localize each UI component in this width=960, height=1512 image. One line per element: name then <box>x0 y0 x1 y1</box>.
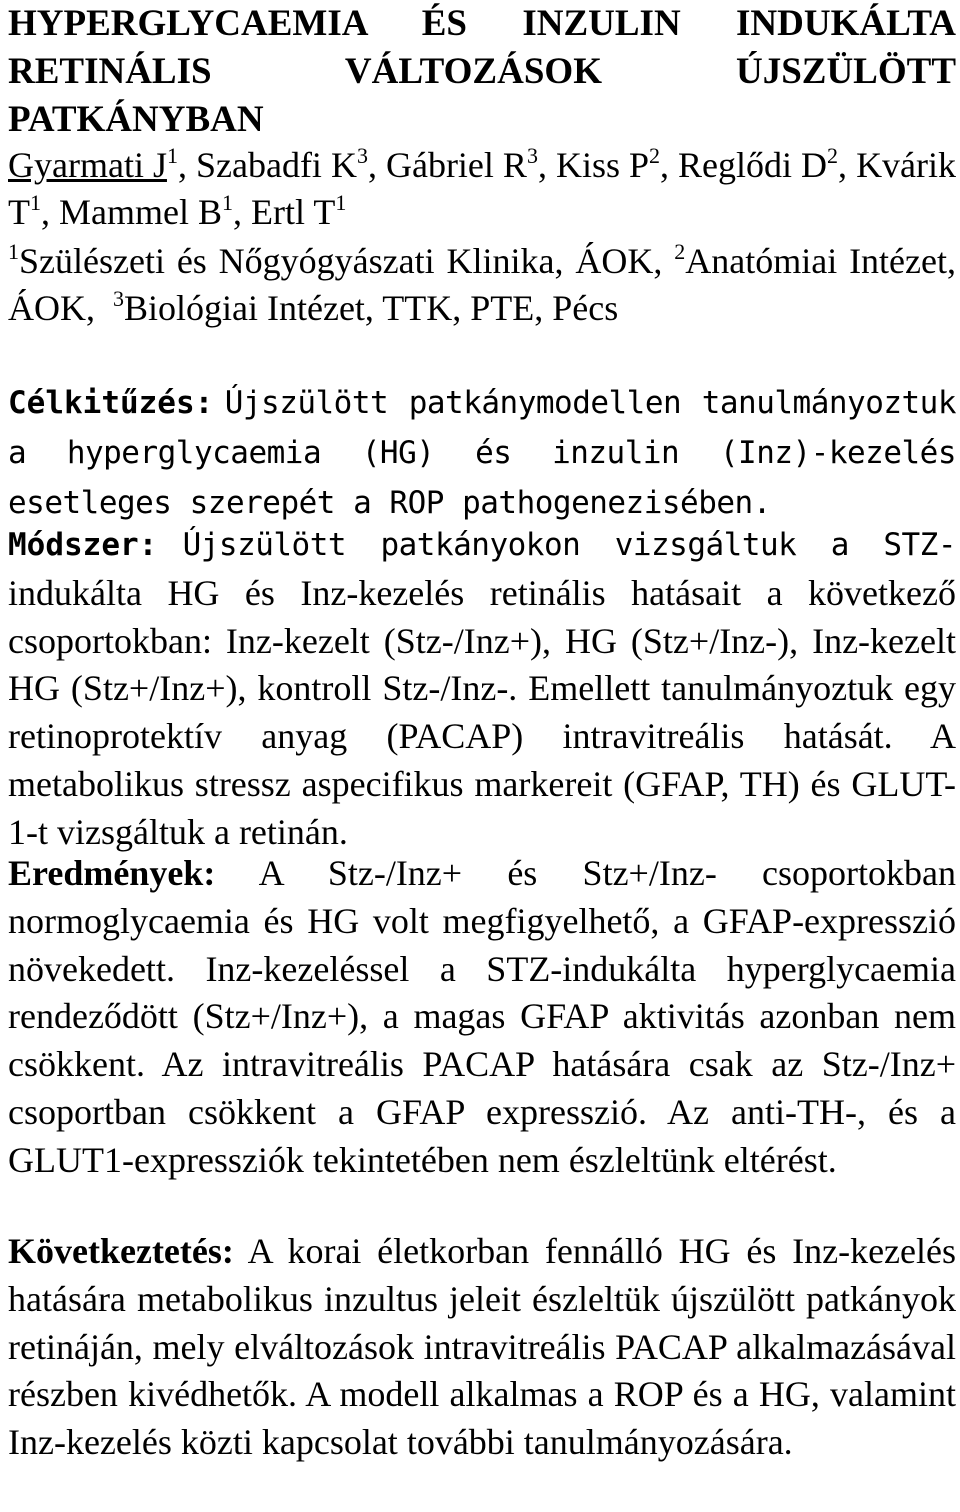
method-text-mono: Újszülött patkányokon vizsgáltuk a STZ- <box>182 527 956 563</box>
method-label: Módszer: <box>8 527 158 563</box>
affiliation: Biológiai Intézet, TTK, PTE, Pécs <box>124 288 619 328</box>
first-author: Gyarmati J <box>8 145 167 185</box>
author: Mammel B <box>59 192 222 232</box>
author: Reglődi D <box>678 145 828 185</box>
results-text: A Stz-/Inz+ és Stz+/Inz- csoportokban normoglycaemia és HG volt megfigyelhető, a GFAP-expresszió növekedett. Inz-kezeléssel a STZ-indukálta hyperglycaemia rendeződött (Stz+/Inz+), a magas GFAP aktivitás azonban nem csökkent. Az intravitreális PACAP hatására csak az Stz-/Inz+ csoportban csökkent a GFAP expresszió. Az anti-TH-, és a GLUT1-expressziók tekintetében nem észleltünk eltérést. <box>8 853 956 1180</box>
author: Gábriel R <box>385 145 527 185</box>
author: Kvárik T <box>8 145 957 232</box>
conclusion-label: Következtetés: <box>8 1231 234 1271</box>
author: Kiss P <box>555 145 650 185</box>
method-text: indukálta HG és Inz-kezelés retinális hatásait a következő csoportokban: Inz-kezelt (Stz-/Inz+), HG (Stz+/Inz-), Inz-kezelt HG (Stz+/Inz+), kontroll Stz-/Inz-. Emellett tanulmányoztuk egy retinoprotektív anyag (PACAP) intravitreális hatását. A metabolikus stressz aspecifikus markereit (GFAP, TH) és GLUT-1-t vizsgáltuk a retinán. <box>8 572 956 852</box>
conclusion-text: A korai életkorban fennálló HG és Inz-kezelés hatására metabolikus inzultus jeleit észleltük újszülött patkányok retináján, mely elváltozások intravitreális PACAP alkalmazásával részben kivédhetők. A modell alkalmas a ROP és a HG, valamint Inz-kezelés közti kapcsolat további tanulmányozására. <box>8 1231 956 1463</box>
author: Szabadfi K <box>195 145 357 185</box>
affiliations: $^1$Szülészeti és Nőgyógyászati Klinika, ÁOK, $^2$Anatómiai Intézet, ÁOK, $^3$Biológiai Intézet, TTK, PTE, Pécs <box>8 239 956 328</box>
author-list: Gyarmati $J^1$, Szabadfi $K^3$, Gábriel $R^3$, Kiss $P^2$, Reglődi $D^2$, Kvárik $T^1$, Mammel $B^1$, Ertl $T^1$ <box>8 143 957 232</box>
conclusion-section <box>8 1228 956 1467</box>
method-section <box>8 520 956 857</box>
aim-text: Újszülött patkánymodellen tanulmányoztuk a hyperglycaemia (HG) és inzulin (Inz)-kezelés esetleges szerepét a ROP pathogenezisében. <box>8 385 957 521</box>
results-label: Eredmények: <box>8 853 216 893</box>
affiliation: Anatómiai Intézet, ÁOK, <box>8 241 956 328</box>
author: Ertl T <box>250 192 336 232</box>
aim-label: Célkitűzés: <box>8 385 214 421</box>
affiliation: Szülészeti és Nőgyógyászati Klinika, ÁOK, <box>19 241 663 281</box>
aim-section <box>8 378 956 527</box>
results-section <box>8 850 956 1185</box>
abstract-title: HYPERGLYCAEMIA ÉS INZULIN INDUKÁLTA RETINÁLIS VÁLTOZÁSOK ÚJSZÜLÖTT PATKÁNYBAN <box>8 3 956 140</box>
